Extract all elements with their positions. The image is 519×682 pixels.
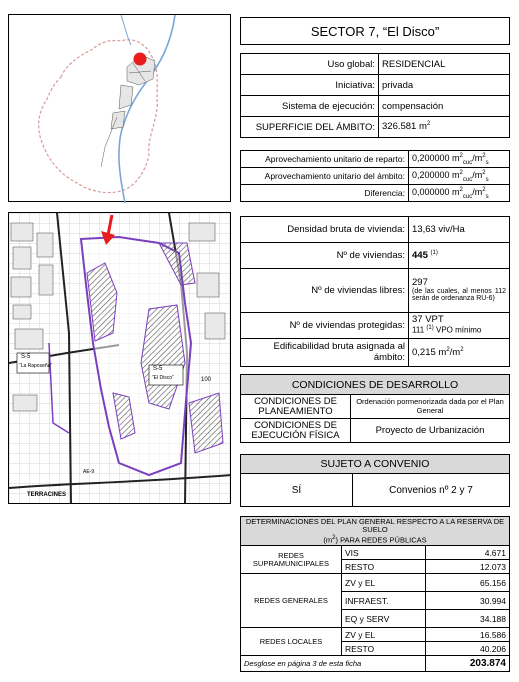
map-label-s5-mid: S-5 [153,366,163,372]
row-vis-value: 4.671 [426,546,510,560]
diferencia-value: 0,000000 $m^2_{cuc}/m^2_s$ [409,185,510,202]
edificabilidad-label: Edificabilidad bruta asignada al ámbito: [241,339,409,367]
row-zv-gen-label: ZV y EL [342,574,426,592]
group-locales: REDES LOCALES [241,628,342,656]
row-infraest-value: 30.994 [426,592,510,610]
map-label-s5-left: S-5 [21,354,31,360]
densidad-value: 13,63 viv/Ha [409,217,510,243]
row-resto-supra-label: RESTO [342,560,426,574]
determinaciones-table [240,516,510,672]
row-zv-loc-label: ZV y EL [342,628,426,642]
row-zv-loc-value: 16.586 [426,628,510,642]
iniciativa-value: privada [379,75,510,96]
detail-map-drawing [9,213,231,504]
locator-map [8,14,231,202]
uso-label: Uso global: [241,54,379,75]
planeamiento-value: Ordenación pormenorizada dada por el Plan General [351,395,510,419]
edificabilidad-value: 0,215 $m^2/m^2$ [409,339,510,367]
convenio-table [240,454,510,507]
uso-value: RESIDENCIAL [379,54,510,75]
row-eq-label: EQ y SERV [342,610,426,628]
river [119,15,175,203]
row-resto-loc-value: 40.206 [426,642,510,656]
locator-map-drawing [9,15,232,203]
row-infraest-label: INFRAEST. [342,592,426,610]
map-label-s5-mid-name: “El Disco” [152,375,174,381]
num-viviendas-value: 445 $^{(1)}$ [409,243,510,269]
ejecucion-value: Proyecto de Urbanización [351,419,510,443]
row-resto-loc-label: RESTO [342,642,426,656]
libres-detail: (de las cuales, al menos 112 serán de ordenanza RU-6) [412,288,506,303]
convenio-detail: Convenios nº 2 y 7 [353,474,510,507]
row-resto-supra-value: 12.073 [426,560,510,574]
planeamiento-label: CONDICIONES DE PLANEAMIENTO [241,395,351,419]
detail-map [8,212,231,504]
site-marker [134,53,147,66]
map-label-ae: AE-9 [83,469,95,475]
convenio-header: SUJETO A CONVENIO [241,455,510,474]
protegidas-label: Nº de viviendas protegidas: [241,313,409,339]
aprov-reparto-value: 0,200000 $m^2_{cuc}/m^2_s$ [409,151,510,168]
total-value: 203.874 [426,656,510,672]
general-table [240,53,510,138]
row-zv-gen-value: 65.156 [426,574,510,592]
aprov-reparto-label: Aprovechamiento unitario de reparto: [241,151,409,168]
diferencia-label: Diferencia: [241,185,409,202]
group-supramunicipales: REDES SUPRAMUNICIPALES [241,546,342,574]
num-viviendas-label: Nº de viviendas: [241,243,409,269]
map-label-100: 100 [201,377,212,383]
libres-label: Nº de viviendas libres: [241,269,409,313]
footer-note: Desglose en página 3 de esta ficha [241,656,426,672]
ejecucion-label: CONDICIONES DE EJECUCIÓN FÍSICA [241,419,351,443]
group-generales: REDES GENERALES [241,574,342,628]
vivienda-table [240,216,510,367]
libres-value: 297 (de las cuales, al menos 112 serán de ordenanza RU-6) [409,269,510,313]
sistema-value: compensación [379,96,510,117]
aprovechamiento-table [240,150,510,202]
row-vis-label: VIS [342,546,426,560]
map-label-terracines: TERRACINES [27,492,67,498]
iniciativa-label: Iniciativa: [241,75,379,96]
superficie-label: SUPERFICIE DEL ÁMBITO: [241,117,379,138]
sistema-label: Sistema de ejecución: [241,96,379,117]
superficie-value: 326.581 $m^2$ [379,117,510,138]
densidad-label: Densidad bruta de vivienda: [241,217,409,243]
desarrollo-table [240,374,510,443]
protegidas-value: 37 VPT 111 $^{(1)}$ VPO mínimo [409,313,510,339]
aprov-ambito-value: 0,200000 $m^2_{cuc}/m^2_s$ [409,168,510,185]
row-eq-value: 34.188 [426,610,510,628]
aprov-ambito-label: Aprovechamiento unitario del ámbito: [241,168,409,185]
sector-title [240,17,510,45]
convenio-si: SÍ [241,474,353,507]
sector-title-text: SECTOR 7, “El Disco” [310,23,440,39]
green-zone-4 [189,393,223,453]
desarrollo-header: CONDICIONES DE DESARROLLO [241,375,510,395]
determinaciones-header: DETERMINACIONES DEL PLAN GENERAL RESPECTO A LA RESERVA DE SUELO $(m^2)$ PARA REDES PÚBLICAS [241,517,510,546]
map-label-s5-left-name: “La Raposeña” [19,363,53,369]
